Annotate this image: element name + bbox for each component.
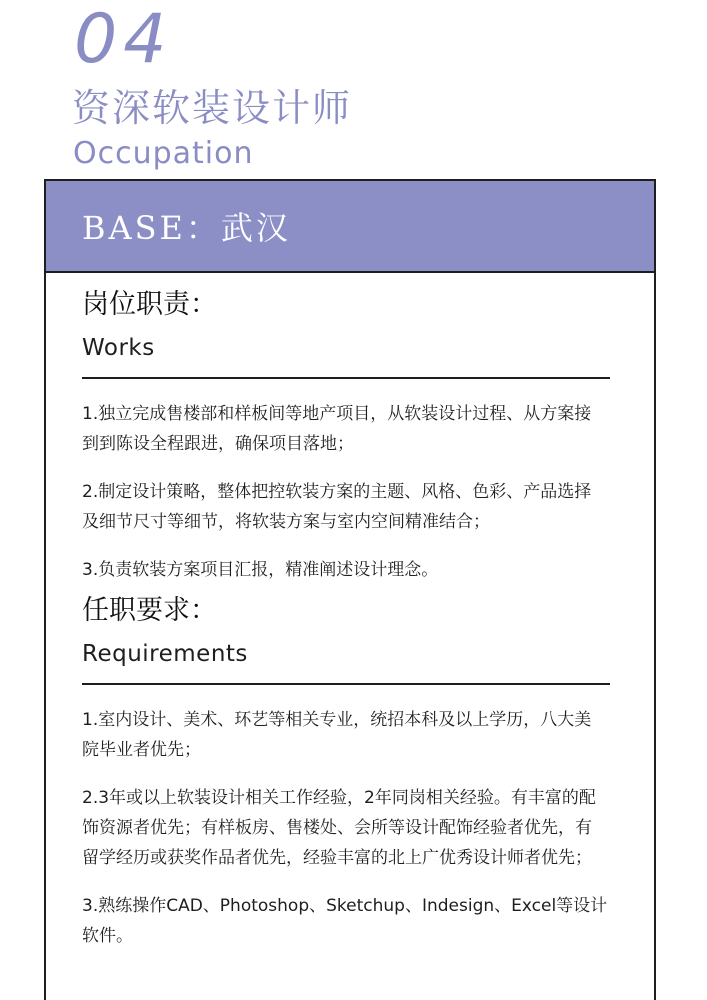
requirement-item: 1.室内设计、美术、环艺等相关专业，统招本科及以上学历，八大美院毕业者优先； [82, 710, 592, 760]
job-title: 资深软装设计师 [72, 86, 353, 130]
duties-heading-en: Works [82, 335, 155, 361]
card-content [46, 287, 654, 951]
requirements-heading-en: Requirements [82, 641, 248, 667]
job-subtitle: Occupation [73, 136, 254, 171]
section-number: 04 [74, 0, 173, 79]
requirements-heading: 任职要求： [82, 595, 217, 626]
location-text: BASE：武汉 [82, 209, 291, 247]
divider [82, 683, 610, 685]
requirement-item: 3.熟练操作CAD、Photoshop、Sketchup、Indesign、Excel等设计软件。 [82, 896, 608, 946]
location-banner [46, 181, 654, 273]
job-card [44, 179, 656, 1000]
duties-heading: 岗位职责： [82, 289, 217, 320]
duty-item: 3.负责软装方案项目汇报，精准阐述设计理念。 [82, 560, 439, 580]
duty-item: 2.制定设计策略，整体把控软装方案的主题、风格、色彩、产品选择及细节尺寸等细节，将软装方案与室内空间精准结合； [82, 482, 592, 532]
requirements-section [82, 593, 608, 951]
duties-section [82, 287, 608, 585]
requirement-item: 2.3年或以上软装设计相关工作经验，2年同岗相关经验。有丰富的配饰资源者优先；有样板房、售楼处、会所等设计配饰经验者优先，有留学经历或获奖作品者优先，经验丰富的北上广优秀设计师者优先； [82, 788, 596, 868]
divider [82, 377, 610, 379]
duty-item: 1.独立完成售楼部和样板间等地产项目，从软装设计过程、从方案接到到陈设全程跟进，确保项目落地； [82, 404, 592, 454]
